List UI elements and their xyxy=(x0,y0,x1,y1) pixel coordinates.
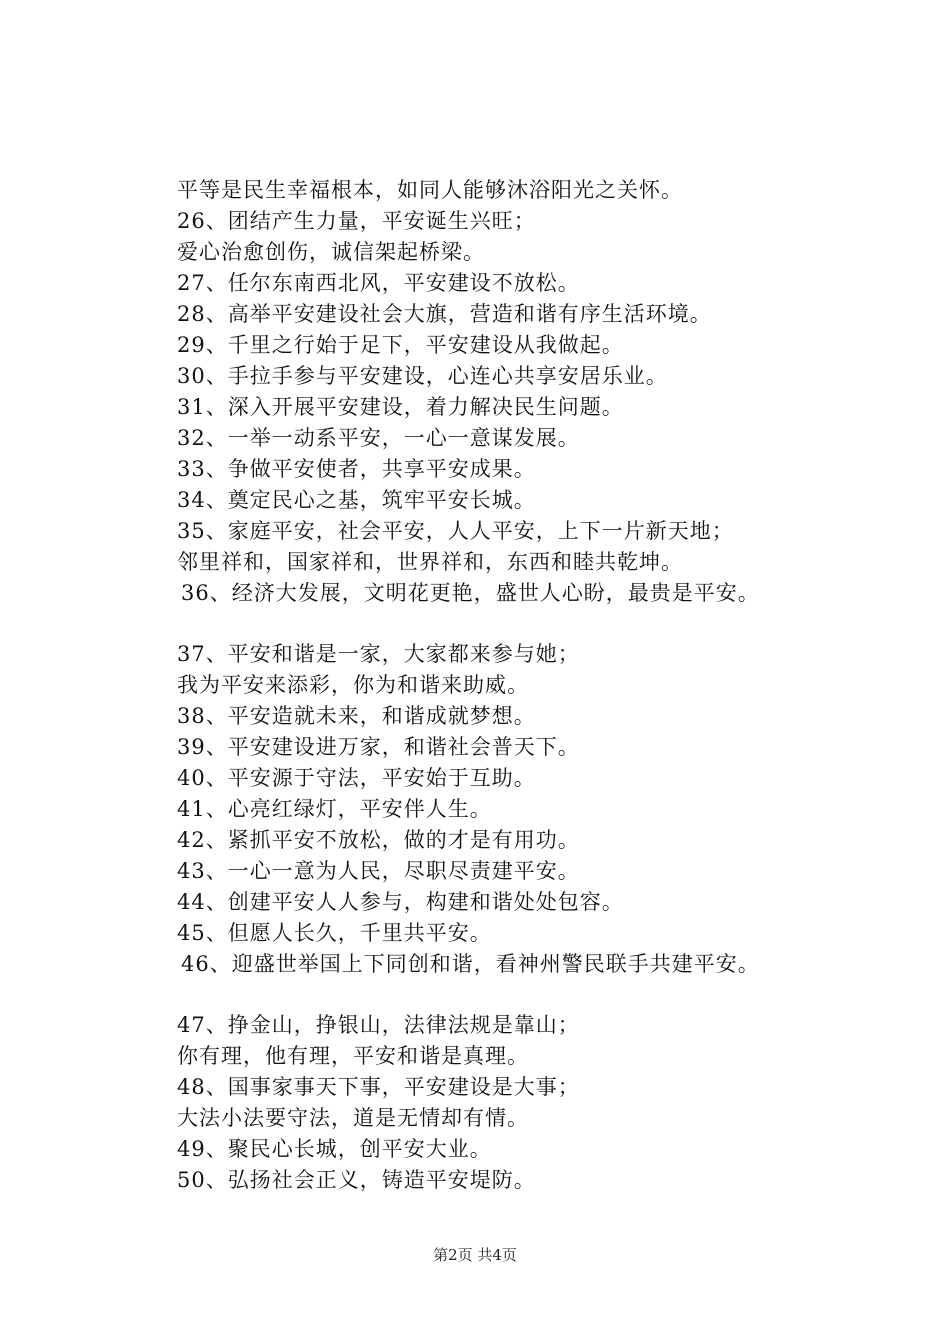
text-line: 我为平安来添彩，你为和谐来助威。 xyxy=(177,673,529,697)
text-line: 48、国事家事天下事，平安建设是大事； xyxy=(177,1075,580,1099)
text-line: 37、平安和谐是一家，大家都来参与她； xyxy=(177,642,580,666)
paragraph-gap xyxy=(177,980,917,1010)
text-line: 32、一举一动系平安，一心一意谋发展。 xyxy=(177,426,580,450)
paragraph-gap xyxy=(177,609,917,639)
text-line: 35、家庭平安，社会平安，人人平安，上下一片新天地； xyxy=(177,519,734,543)
text-line: 46、迎盛世举国上下同创和谐，看神州警民联手共建平安。 xyxy=(181,952,760,976)
text-line: 平等是民生幸福根本，如同人能够沐浴阳光之关怀。 xyxy=(177,178,683,202)
text-line: 34、奠定民心之基，筑牢平安长城。 xyxy=(177,488,536,512)
text-line: 33、争做平安使者，共享平安成果。 xyxy=(177,457,536,481)
page-number-label: 第2页 共4页 xyxy=(433,1246,517,1264)
text-line: 大法小法要守法，道是无情却有情。 xyxy=(177,1106,529,1130)
text-line: 41、心亮红绿灯，平安伴人生。 xyxy=(177,797,492,821)
text-line: 45、但愿人长久，千里共平安。 xyxy=(177,921,492,945)
text-line: 36、经济大发展，文明花更艳，盛世人心盼，最贵是平安。 xyxy=(181,581,760,605)
text-line: 31、深入开展平安建设，着力解决民生问题。 xyxy=(177,395,624,419)
text-line: 49、聚民心长城，创平安大业。 xyxy=(177,1137,492,1161)
text-line: 42、紧抓平安不放松，做的才是有用功。 xyxy=(177,828,580,852)
text-line: 30、手拉手参与平安建设，心连心共享安居乐业。 xyxy=(177,364,668,388)
text-line: 27、任尔东南西北风，平安建设不放松。 xyxy=(177,271,580,295)
text-line: 29、千里之行始于足下，平安建设从我做起。 xyxy=(177,333,624,357)
text-line: 爱心治愈创伤，诚信架起桥梁。 xyxy=(177,240,485,264)
text-line: 47、挣金山，挣银山，法律法规是靠山； xyxy=(177,1013,580,1037)
text-line: 邻里祥和，国家祥和，世界祥和，东西和睦共乾坤。 xyxy=(177,550,683,574)
text-line: 26、团结产生力量，平安诞生兴旺； xyxy=(177,209,536,233)
text-line: 38、平安造就未来，和谐成就梦想。 xyxy=(177,704,536,728)
text-line: 39、平安建设进万家，和谐社会普天下。 xyxy=(177,735,580,759)
page-footer xyxy=(0,1244,950,1265)
text-line: 你有理，他有理，平安和谐是真理。 xyxy=(177,1044,529,1068)
text-line: 28、高举平安建设社会大旗，营造和谐有序生活环境。 xyxy=(177,302,712,326)
text-line: 43、一心一意为人民，尽职尽责建平安。 xyxy=(177,859,580,883)
text-line: 40、平安源于守法，平安始于互助。 xyxy=(177,766,536,790)
document-body xyxy=(177,175,917,1196)
text-line: 50、弘扬社会正义，铸造平安堤防。 xyxy=(177,1168,536,1192)
text-line: 44、创建平安人人参与，构建和谐处处包容。 xyxy=(177,890,624,914)
